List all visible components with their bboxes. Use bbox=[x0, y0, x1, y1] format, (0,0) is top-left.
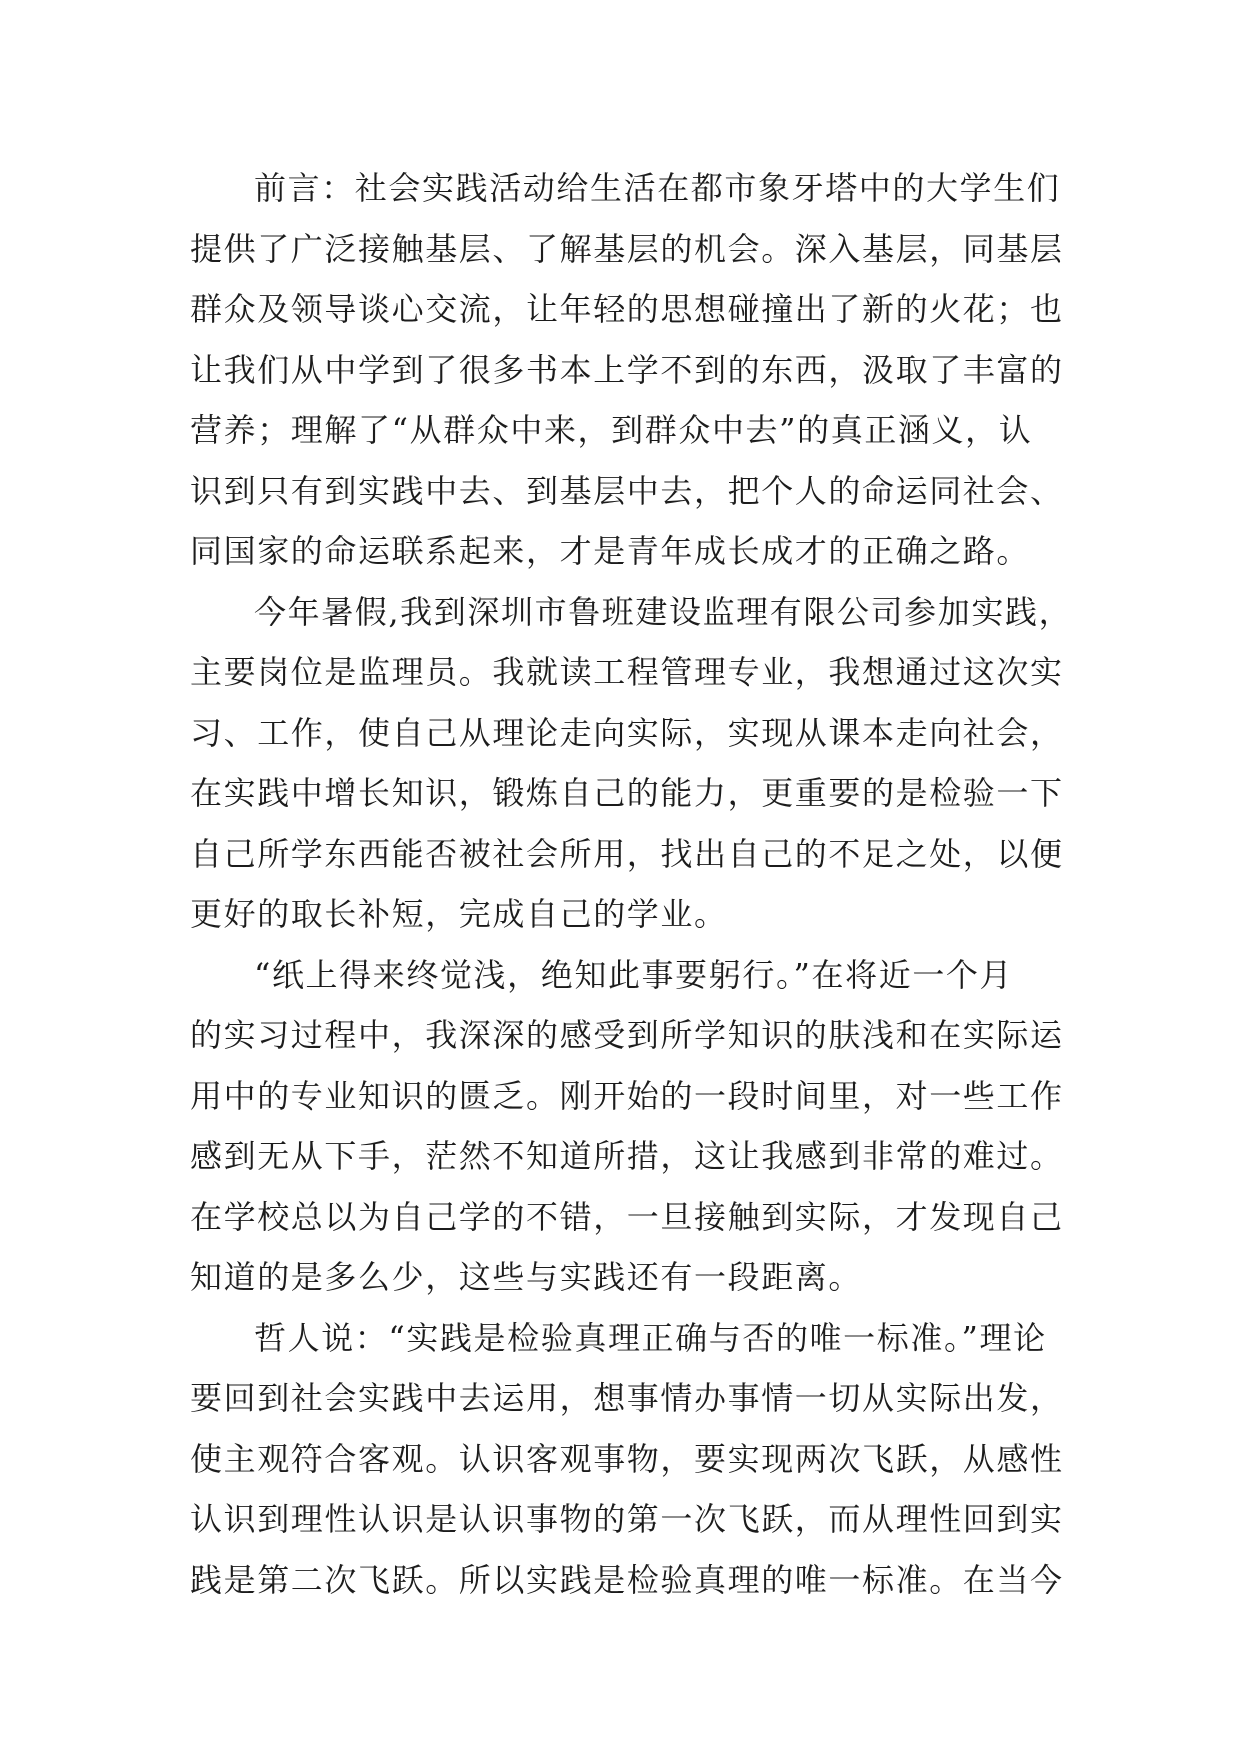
paragraph-1-line-7: 同国家的命运联系起来，才是青年成长成才的正确之路。 bbox=[190, 532, 1031, 570]
paragraph-2-line-4: 在实践中增长知识，锻炼自己的能力，更重要的是检验一下 bbox=[190, 774, 1064, 812]
paragraph-2-line-3: 习、工作，使自己从理论走向实际，实现从课本走向社会， bbox=[190, 713, 1064, 752]
paragraph-1-line-2: 提供了广泛接触基层、了解基层的机会。深入基层，同基层 bbox=[190, 229, 1064, 268]
document-body bbox=[190, 158, 1073, 1610]
paragraph-3-line-6: 知道的是多么少，这些与实践还有一段距离。 bbox=[190, 1258, 863, 1296]
paragraph-1-line-4: 让我们从中学到了很多书本上学不到的东西，汲取了丰富的 bbox=[190, 350, 1064, 389]
paragraph-1-line-6: 识到只有到实践中去、到基层中去，把个人的命运同社会、 bbox=[190, 471, 1064, 510]
paragraph-4-line-2: 要回到社会实践中去运用，想事情办事情一切从实际出发， bbox=[190, 1379, 1064, 1417]
paragraph-3-line-3: 用中的专业知识的匮乏。刚开始的一段时间里，对一些工作 bbox=[190, 1076, 1064, 1115]
paragraph-1-line-5: 营养；理解了“从群众中来，到群众中去”的真正涵义，认 bbox=[190, 411, 1033, 449]
paragraph-2-line-1: 今年暑假,我到深圳市鲁班建设监理有限公司参加实践， bbox=[254, 592, 1073, 631]
paragraph-3-line-2: 的实习过程中，我深深的感受到所学知识的肤浅和在实际运 bbox=[190, 1016, 1064, 1054]
paragraph-1-line-3: 群众及领导谈心交流，让年轻的思想碰撞出了新的火花；也 bbox=[190, 290, 1064, 328]
paragraph-2-line-5: 自己所学东西能否被社会所用，找出自己的不足之处，以便 bbox=[190, 834, 1064, 873]
paragraph-3-line-4: 感到无从下手，茫然不知道所措，这让我感到非常的难过。 bbox=[190, 1137, 1064, 1175]
paragraph-3-line-1: “纸上得来终觉浅，绝知此事要躬行。”在将近一个月 bbox=[254, 955, 1014, 994]
paragraph-4-line-5: 践是第二次飞跃。所以实践是检验真理的唯一标准。在当今 bbox=[190, 1560, 1064, 1599]
paragraph-1-line-1: 前言：社会实践活动给生活在都市象牙塔中的大学生们 bbox=[254, 169, 1061, 207]
paragraph-2-line-6: 更好的取长补短，完成自己的学业。 bbox=[190, 895, 728, 933]
paragraph-4-line-4: 认识到理性认识是认识事物的第一次飞跃，而从理性回到实 bbox=[190, 1500, 1064, 1538]
paragraph-2-line-2: 主要岗位是监理员。我就读工程管理专业，我想通过这次实 bbox=[190, 653, 1064, 691]
paragraph-4-line-3: 使主观符合客观。认识客观事物，要实现两次飞跃，从感性 bbox=[190, 1439, 1064, 1478]
paragraph-3-line-5: 在学校总以为自己学的不错，一旦接触到实际，才发现自己 bbox=[190, 1197, 1064, 1236]
paragraph-4-line-1: 哲人说：“实践是检验真理正确与否的唯一标准。”理论 bbox=[254, 1318, 1047, 1357]
